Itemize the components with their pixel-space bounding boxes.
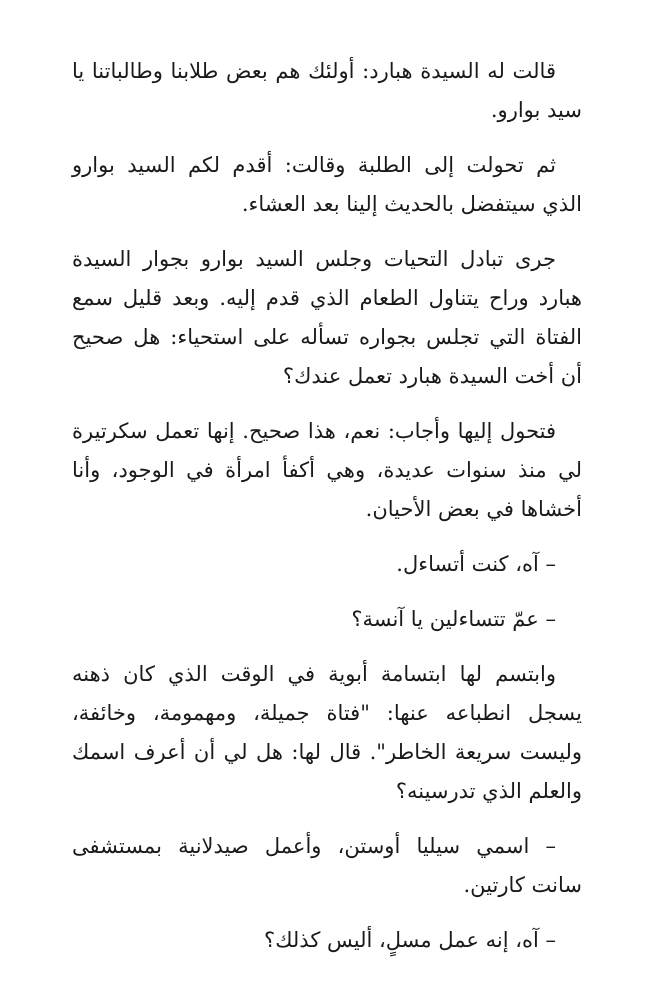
- book-page: [72, 52, 582, 976]
- dialogue-line-3: – اسمي سيليا أوستن، وأعمل صيدلانية بمستشفى سانت كارتين.: [72, 834, 582, 897]
- paragraph-3: جرى تبادل التحيات وجلس السيد بوارو بجوار السيدة هبارد وراح يتناول الطعام الذي قدم إليه. وبعد قليل سمع الفتاة التي تجلس بجواره تسأله على استحياء: هل صحيح أن أخت السيدة هبارد تعمل عندك؟: [72, 247, 582, 388]
- dialogue-line-2: – عمّ تتساءلين يا آنسة؟: [351, 607, 556, 631]
- paragraph-2: ثم تحولت إلى الطلبة وقالت: أقدم لكم السيد بوارو الذي سيتفضل بالحديث إلينا بعد العشاء.: [72, 153, 582, 216]
- paragraph-5: وابتسم لها ابتسامة أبوية في الوقت الذي كان ذهنه يسجل انطباعه عنها: "فتاة جميلة، ومهمومة، وخائفة، وليست سريعة الخاطر". قال لها: هل لي أن أعرف اسمك والعلم الذي تدرسينه؟: [72, 662, 582, 803]
- paragraph-4: فتحول إليها وأجاب: نعم، هذا صحيح. إنها تعمل سكرتيرة لي منذ سنوات عديدة، وهي أكفأ امرأة في الوجود، وأنا أخشاها في بعض الأحيان.: [72, 419, 582, 521]
- dialogue-line-1: – آه، كنت أتساءل.: [396, 552, 556, 576]
- dialogue-line-4: – آه، إنه عمل مسلٍ، أليس كذلك؟: [264, 928, 556, 952]
- paragraph-1: قالت له السيدة هبارد: أولئك هم بعض طلابنا وطالباتنا يا سيد بوارو.: [72, 59, 582, 122]
